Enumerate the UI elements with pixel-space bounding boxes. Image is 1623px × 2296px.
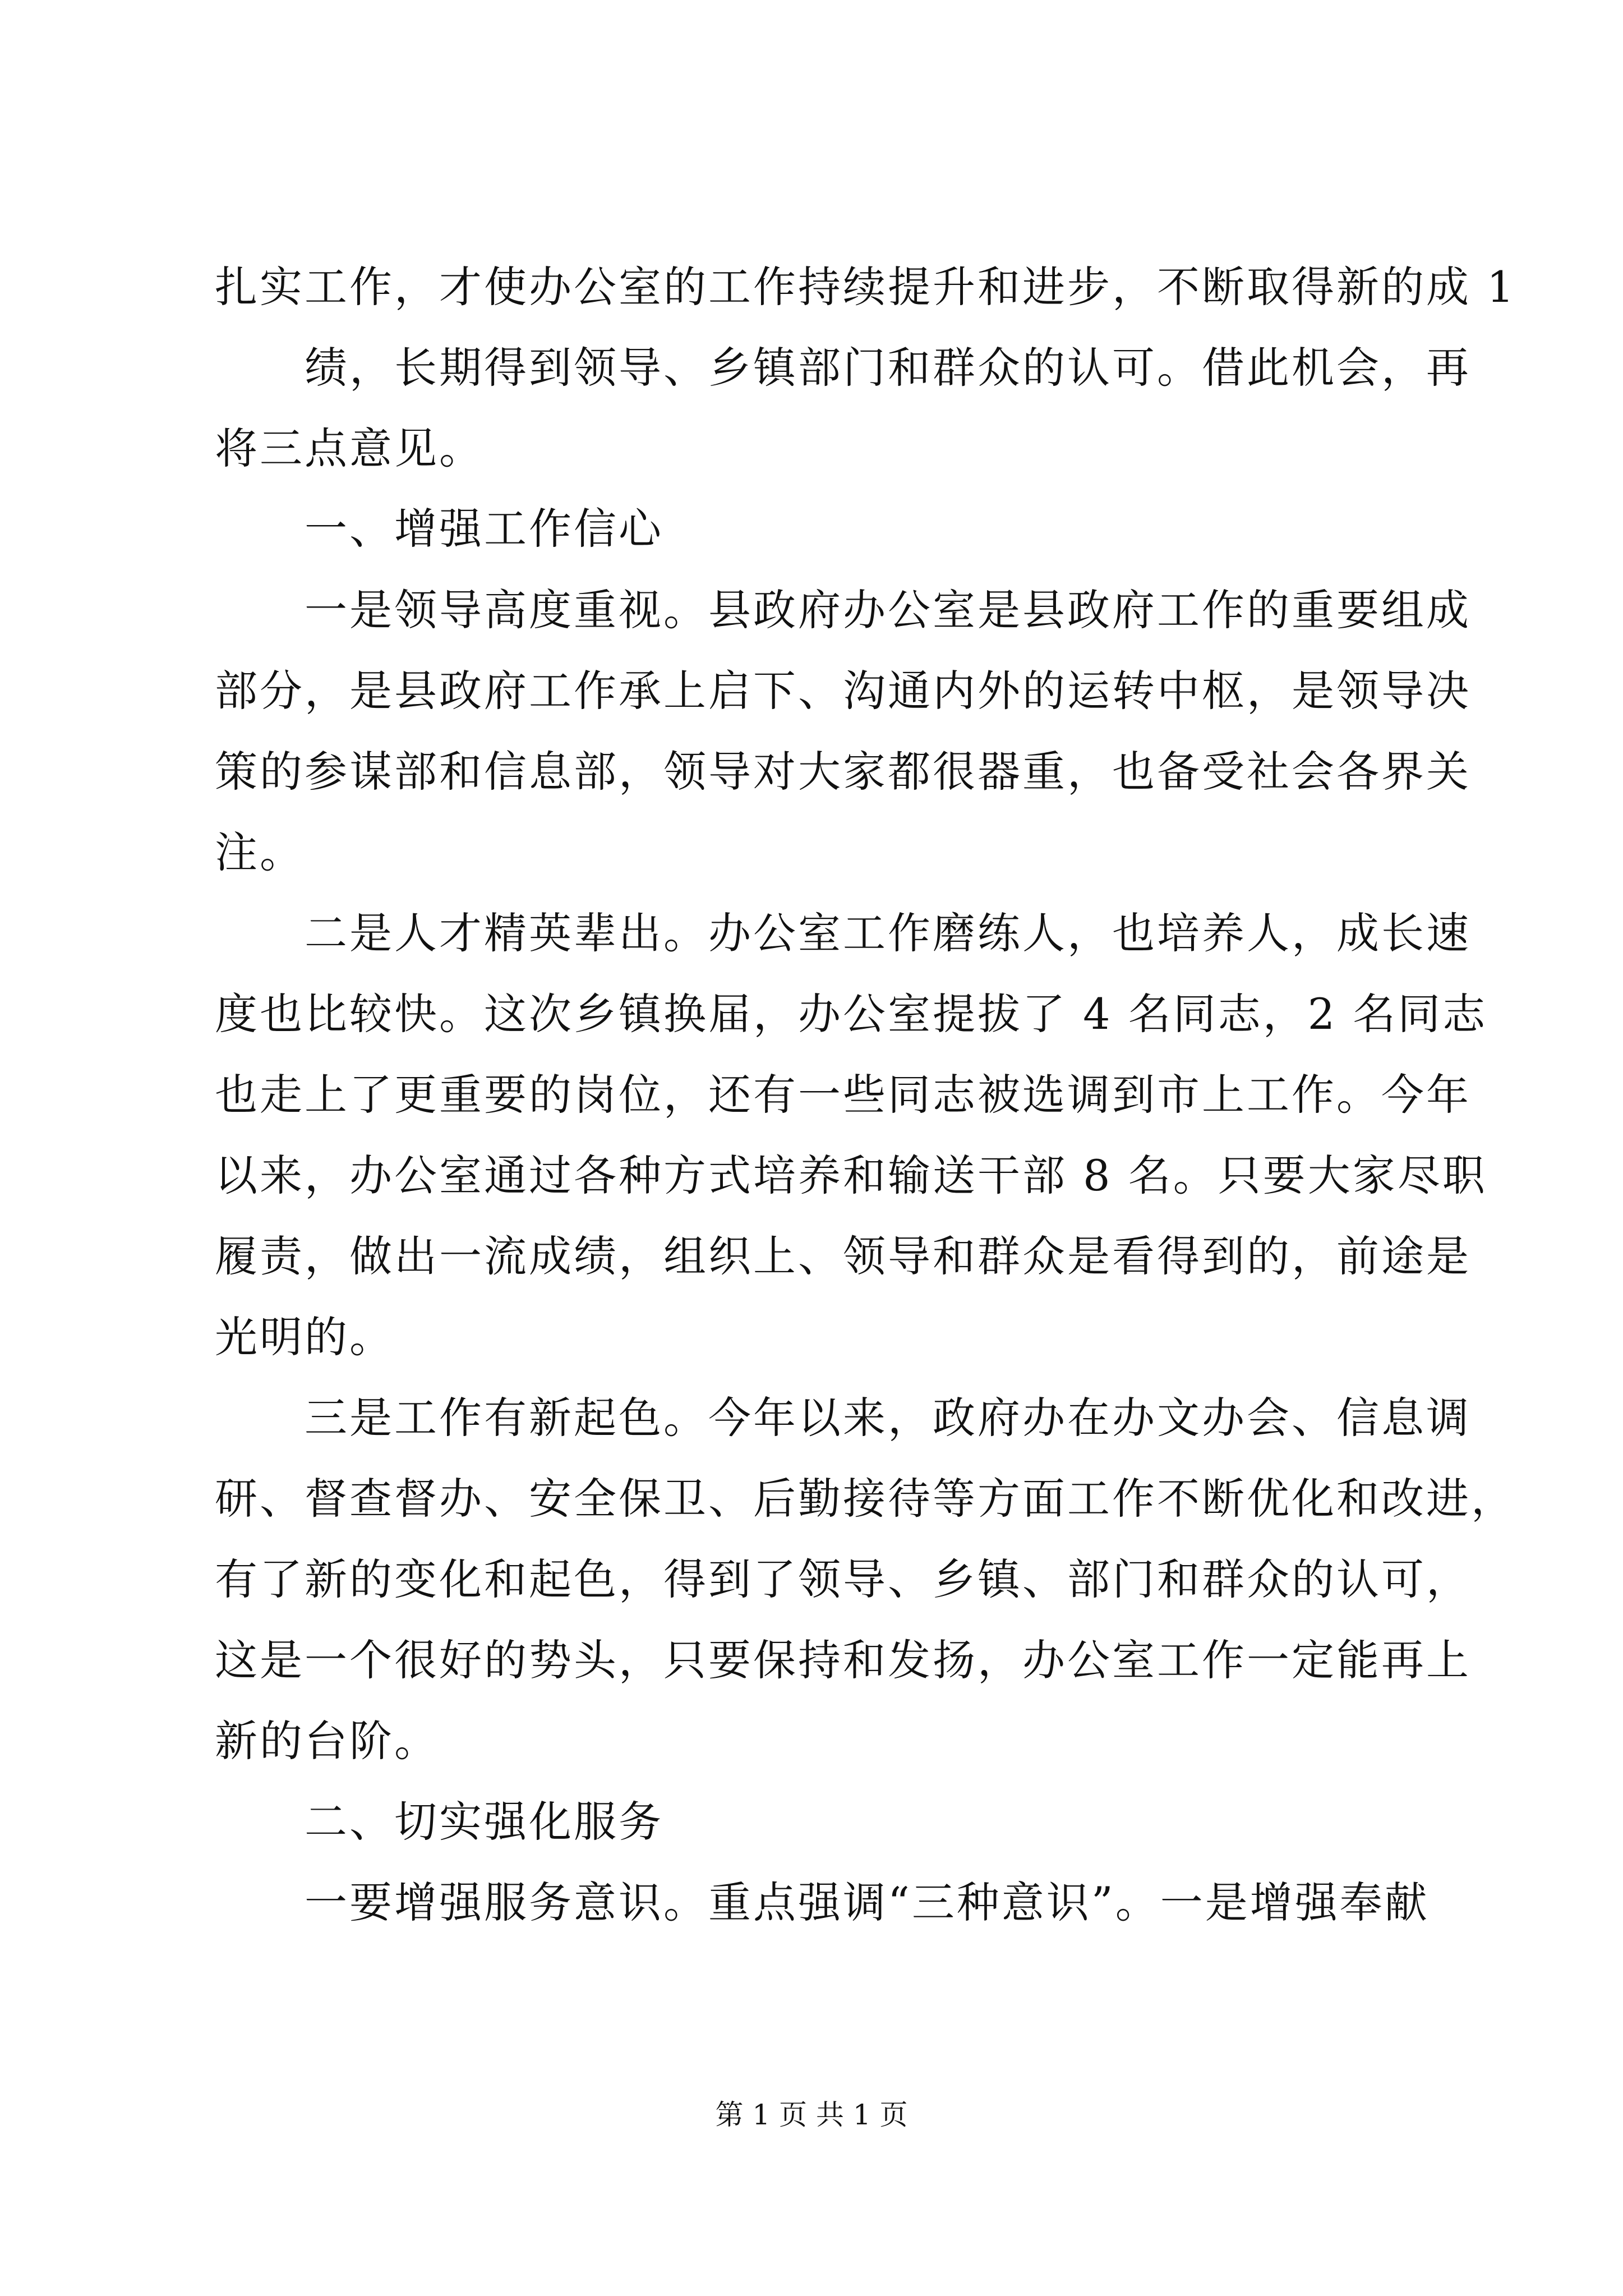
text-line: 度 也 比 较 快 。 这 次 乡 镇 换 届 ， 办 公 室 提 拔 了 4 名 同 志 ， 2 名 同 志 <box>215 989 1488 1039</box>
text-line: 绩 ， 长 期 得 到 领 导 、 乡 镇 部 门 和 群 众 的 认 可 。 借 此 机 会 ， 再 <box>305 343 1471 393</box>
text-line: 一 是 领 导 高 度 重 视 。 县 政 府 办 公 室 是 县 政 府 工 作 的 重 要 组 成 <box>305 585 1471 635</box>
text-line: 光明的。 <box>215 1312 394 1362</box>
text-line: 部 分 ， 是 县 政 府 工 作 承 上 启 下 、 沟 通 内 外 的 运 转 中 枢 ， 是 领 导 决 <box>215 666 1471 716</box>
text-line: 扎 实 工 作 ， 才 使 办 公 室 的 工 作 持 续 提 升 和 进 步 ， 不 断 取 得 新 的 成 1 <box>215 262 1516 312</box>
text-line: 一 要 增 强 服 务 意 识 。 重 点 强 调 “ 三 种 意 识 ” 。 一 是 增 强 奉 献 <box>305 1878 1430 1927</box>
section-heading: 二、切实强化服务 <box>215 1797 663 1847</box>
text-line: 研 、 督 查 督 办 、 安 全 保 卫 、 后 勤 接 待 等 方 面 工 作 不 断 优 化 和 改 进 ， <box>215 1474 1516 1524</box>
text-line: 也 走 上 了 更 重 要 的 岗 位 ， 还 有 一 些 同 志 被 选 调 到 市 上 工 作 。 今 年 <box>215 1070 1471 1120</box>
section-heading: 一、增强工作信心 <box>215 504 663 554</box>
text-line: 三 是 工 作 有 新 起 色 。 今 年 以 来 ， 政 府 办 在 办 文 办 会 、 信 息 调 <box>305 1393 1471 1443</box>
text-line: 履 责 ， 做 出 一 流 成 绩 ， 组 织 上 、 领 导 和 群 众 是 看 得 到 的 ， 前 途 是 <box>215 1231 1471 1281</box>
text-line: 将三点意见。 <box>215 424 484 473</box>
text-line: 注。 <box>215 827 305 877</box>
text-line: 以 来 ， 办 公 室 通 过 各 种 方 式 培 养 和 输 送 干 部 8 名 。 只 要 大 家 尽 职 <box>215 1151 1487 1200</box>
text-line: 这 是 一 个 很 好 的 势 头 ， 只 要 保 持 和 发 扬 ， 办 公 室 工 作 一 定 能 再 上 <box>215 1635 1471 1685</box>
text-line: 二 是 人 才 精 英 辈 出 。 办 公 室 工 作 磨 练 人 ， 也 培 养 人 ， 成 长 速 <box>305 908 1471 958</box>
text-line: 新的台阶。 <box>215 1716 439 1766</box>
text-line: 策 的 参 谋 部 和 信 息 部 ， 领 导 对 大 家 都 很 器 重 ， 也 备 受 社 会 各 界 关 <box>215 747 1471 797</box>
text-line: 有 了 新 的 变 化 和 起 色 ， 得 到 了 领 导 、 乡 镇 、 部 门 和 群 众 的 认 可 ， <box>215 1554 1471 1604</box>
page-number-footer: 第 1 页 共 1 页 <box>715 2099 908 2131</box>
